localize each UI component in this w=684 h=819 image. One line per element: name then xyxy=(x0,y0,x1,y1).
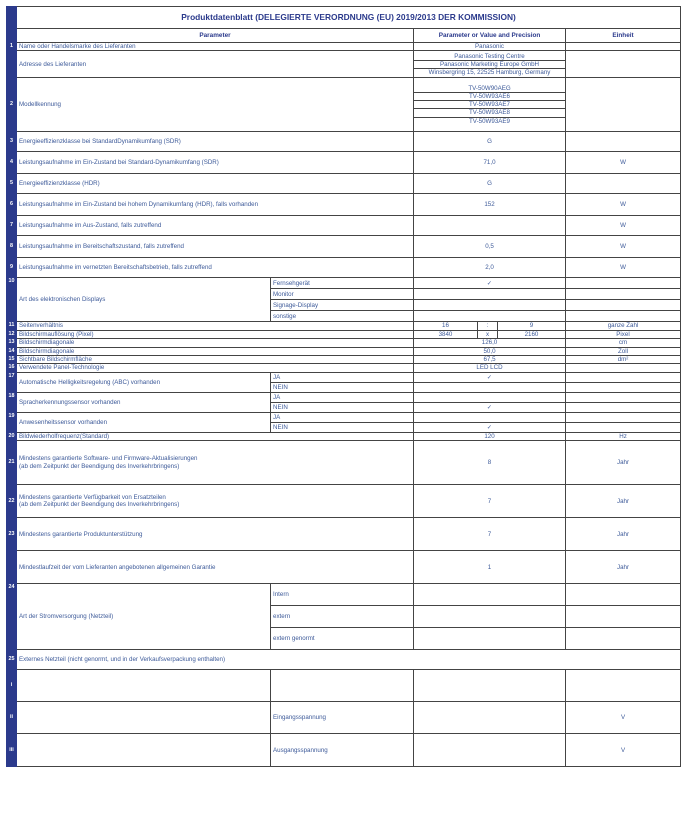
value-hdr-power: 152 xyxy=(414,194,566,216)
table-cell: NEIN xyxy=(271,382,414,392)
label-diagonal-cm: Bildschirmdiagonale xyxy=(17,339,414,347)
row-number: 16 xyxy=(8,364,15,371)
row-number: 7 xyxy=(7,216,17,236)
value-sdr-class: G xyxy=(414,132,566,152)
unit-aspect-ratio: ganze Zahl xyxy=(566,322,681,330)
header-unit: Einheit xyxy=(566,29,681,43)
row-number: 3 xyxy=(7,132,17,152)
table-cell xyxy=(566,51,681,78)
table-cell xyxy=(17,670,271,702)
label-refresh-rate: Bildwiederholfrequenz(Standard) xyxy=(17,432,414,440)
row-number: 13 xyxy=(8,339,15,346)
table-cell xyxy=(566,402,681,412)
unit-standby-power: W xyxy=(566,236,681,258)
value-res-w: 3840 xyxy=(414,330,478,338)
label-spare-parts: Mindestens garantierte Verfügbarkeit von Ersatzteilen (ab dem Zeitpunkt der Beendigung des Inverkehrbringens) xyxy=(17,485,414,518)
table-cell: Jahr xyxy=(566,441,681,485)
table-cell: Jahr xyxy=(566,518,681,551)
label-external-psu: Externes Netzteil (nicht genormt, und in der Verkaufsverpackung enthalten) xyxy=(17,650,681,670)
table-cell xyxy=(414,392,566,402)
table-cell: V xyxy=(566,702,681,734)
header-value: Parameter or Value and Precision xyxy=(414,29,566,43)
row-number xyxy=(7,29,17,43)
table-cell xyxy=(566,628,681,650)
table-cell: : xyxy=(478,322,498,330)
row-number-blank xyxy=(7,7,17,29)
table-cell xyxy=(566,584,681,606)
value-diagonal-inch: 50,0 xyxy=(414,347,566,355)
table-cell xyxy=(566,364,681,372)
label-display-type: Art des elektronischen Displays xyxy=(17,278,271,322)
table-cell: NEIN xyxy=(271,402,414,412)
value-standby-power: 0,5 xyxy=(414,236,566,258)
table-cell: NEIN xyxy=(271,422,414,432)
value-spare-parts: 7 xyxy=(414,485,566,518)
row-number: 10 xyxy=(7,278,17,322)
label-model-id: Modellkennung xyxy=(17,78,414,132)
value-visible-area: 67,5 xyxy=(414,356,566,364)
value-warranty: 1 xyxy=(414,551,566,584)
table-cell: Hz xyxy=(566,432,681,440)
unit-networked-standby: W xyxy=(566,258,681,278)
row-number: 17 xyxy=(7,372,17,392)
row-number: 4 xyxy=(7,152,17,174)
value-model-id: TV-50W90AEG TV-50W93AE6 TV-50W93AE7 TV-50W93AE8 TV-50W93AE9 xyxy=(414,78,566,132)
row-number: 15 xyxy=(8,356,15,363)
table-cell xyxy=(566,278,681,289)
option-tv: Fernsehgerät xyxy=(271,278,414,289)
table-cell xyxy=(414,300,566,311)
table-cell xyxy=(566,606,681,628)
label-visible-area: Sichtbare Bildschirmfläche xyxy=(17,356,414,364)
row-number: 11 xyxy=(7,322,17,330)
value-aspect-a: 16 xyxy=(414,322,478,330)
option-monitor: Monitor xyxy=(271,289,414,300)
label-standby-power: Leistungsaufnahme im Bereitschaftszustand, falls zutreffend xyxy=(17,236,414,258)
table-cell xyxy=(414,606,566,628)
check-icon: ✓ xyxy=(414,372,566,382)
value-product-support: 7 xyxy=(414,518,566,551)
option-external: extern xyxy=(271,606,414,628)
label-supplier-address: Adresse des Lieferanten xyxy=(17,51,414,78)
check-icon: ✓ xyxy=(414,278,566,289)
row-number: 24 xyxy=(7,584,17,650)
table-cell xyxy=(414,628,566,650)
row-number: 22 xyxy=(7,485,17,518)
label-resolution: Bildschirmauflösung (Pixel) xyxy=(17,330,414,338)
table-cell: JA xyxy=(271,412,414,422)
data-table xyxy=(6,6,681,767)
row-number: 8 xyxy=(7,236,17,258)
label-power-supply: Art der Stromversorgung (Netzteil) xyxy=(17,584,271,650)
value-hdr-class: G xyxy=(414,174,566,194)
label-sdr-class: Energieeffizienzklasse bei StandardDynamikumfang (SDR) xyxy=(17,132,414,152)
table-cell xyxy=(414,412,566,422)
table-cell xyxy=(414,311,566,322)
value-refresh-rate: 120 xyxy=(414,432,566,440)
row-number: 2 xyxy=(7,78,17,132)
unit-off-power: W xyxy=(566,216,681,236)
table-cell xyxy=(566,174,681,194)
table-cell xyxy=(566,670,681,702)
table-cell xyxy=(414,702,566,734)
label-voice-sensor: Spracherkennungssensor vorhanden xyxy=(17,392,271,412)
unit-resolution: Pixel xyxy=(566,330,681,338)
table-cell xyxy=(566,300,681,311)
table-cell xyxy=(566,372,681,382)
table-cell: JA xyxy=(271,392,414,402)
label-supplier-name: Name oder Handelsmarke des Lieferanten xyxy=(17,43,414,51)
table-cell: JA xyxy=(271,372,414,382)
check-icon: ✓ xyxy=(414,422,566,432)
row-number: 6 xyxy=(7,194,17,216)
label-sdr-power: Leistungsaufnahme im Ein-Zustand bei Standard-Dynamikumfang (SDR) xyxy=(17,152,414,174)
label-abc: Automatische Helligkeitsregelung (ABC) vorhanden xyxy=(17,372,271,392)
row-number: 25 xyxy=(7,650,17,670)
value-supplier-address: Panasonic Testing Centre Panasonic Marketing Europe GmbH Winsbergring 15, 22525 Hamburg, Germany xyxy=(414,51,566,78)
table-cell xyxy=(271,670,414,702)
table-cell xyxy=(17,734,271,767)
label-off-power: Leistungsaufnahme im Aus-Zustand, falls zutreffend xyxy=(17,216,414,236)
table-cell: Zoll xyxy=(566,347,681,355)
row-number: 1 xyxy=(7,43,17,51)
row-number: ii xyxy=(7,702,17,734)
row-number: 21 xyxy=(7,441,17,485)
table-cell xyxy=(414,382,566,392)
label-diagonal-inch: Bildschirmdiagonale xyxy=(17,347,414,355)
table-cell: V xyxy=(566,734,681,767)
unit-hdr-power: W xyxy=(566,194,681,216)
table-cell xyxy=(566,311,681,322)
table-cell xyxy=(414,584,566,606)
table-cell xyxy=(566,43,681,51)
value-sdr-power: 71,0 xyxy=(414,152,566,174)
label-aspect-ratio: Seitenverhältnis xyxy=(17,322,414,330)
sheet-title: Produktdatenblatt (DELEGIERTE VERORDNUNG (EU) 2019/2013 DER KOMMISSION) xyxy=(17,7,681,29)
value-networked-standby: 2,0 xyxy=(414,258,566,278)
row-number: 18 xyxy=(7,392,17,412)
label-input-voltage: Eingangsspannung xyxy=(271,702,414,734)
table-cell xyxy=(414,670,566,702)
label-warranty: Mindestlaufzeit der vom Lieferanten angebotenen allgemeinen Garantie xyxy=(17,551,414,584)
table-cell xyxy=(17,702,271,734)
row-number: 23 xyxy=(7,518,17,551)
product-data-sheet xyxy=(6,6,680,818)
option-other: sonstige xyxy=(271,311,414,322)
value-panel-tech: LED LCD xyxy=(414,364,566,372)
label-panel-tech: Verwendete Panel-Technologie xyxy=(17,364,414,372)
unit-sdr-power: W xyxy=(566,152,681,174)
table-cell: cm xyxy=(566,339,681,347)
label-networked-standby: Leistungsaufnahme im vernetzten Bereitschaftsbetrieb, falls zutreffend xyxy=(17,258,414,278)
table-cell xyxy=(566,422,681,432)
table-cell: Jahr xyxy=(566,485,681,518)
row-number: iii xyxy=(7,734,17,767)
header-parameter: Parameter xyxy=(17,29,414,43)
table-cell xyxy=(566,78,681,132)
row-number: 5 xyxy=(7,174,17,194)
row-number xyxy=(7,51,17,78)
table-cell: dm² xyxy=(566,356,681,364)
table-cell: x xyxy=(478,330,498,338)
row-number: i xyxy=(7,670,17,702)
label-hdr-power: Leistungsaufnahme im Ein-Zustand bei hohem Dynamikumfang (HDR), falls vorhanden xyxy=(17,194,414,216)
check-icon: ✓ xyxy=(414,402,566,412)
table-cell xyxy=(414,734,566,767)
label-product-support: Mindestens garantierte Produktunterstützung xyxy=(17,518,414,551)
table-cell: Jahr xyxy=(566,551,681,584)
option-signage: Signage-Display xyxy=(271,300,414,311)
row-number: 20 xyxy=(8,432,15,439)
row-number: 12 xyxy=(8,330,15,337)
row-number xyxy=(7,551,17,584)
option-internal: Intern xyxy=(271,584,414,606)
row-number: 9 xyxy=(7,258,17,278)
label-output-voltage: Ausgangsspannung xyxy=(271,734,414,767)
value-off-power xyxy=(414,216,566,236)
row-number: 14 xyxy=(8,347,15,354)
value-aspect-b: 9 xyxy=(498,322,566,330)
label-presence-sensor: Anwesenheitssensor vorhanden xyxy=(17,412,271,432)
table-cell xyxy=(566,412,681,422)
value-software-updates: 8 xyxy=(414,441,566,485)
option-external-standard: extern genormt xyxy=(271,628,414,650)
label-hdr-class: Energieeffizienzklasse (HDR) xyxy=(17,174,414,194)
value-supplier-name: Panasonic xyxy=(414,43,566,51)
value-res-h: 2160 xyxy=(498,330,566,338)
value-diagonal-cm: 126,0 xyxy=(414,339,566,347)
table-cell xyxy=(566,132,681,152)
table-cell xyxy=(414,289,566,300)
row-number: 19 xyxy=(7,412,17,432)
table-cell xyxy=(566,392,681,402)
table-cell xyxy=(566,382,681,392)
table-cell xyxy=(566,289,681,300)
label-software-updates: Mindestens garantierte Software- und Firmware-Aktualisierungen (ab dem Zeitpunkt der Beendigung des Inverkehrbringens) xyxy=(17,441,414,485)
